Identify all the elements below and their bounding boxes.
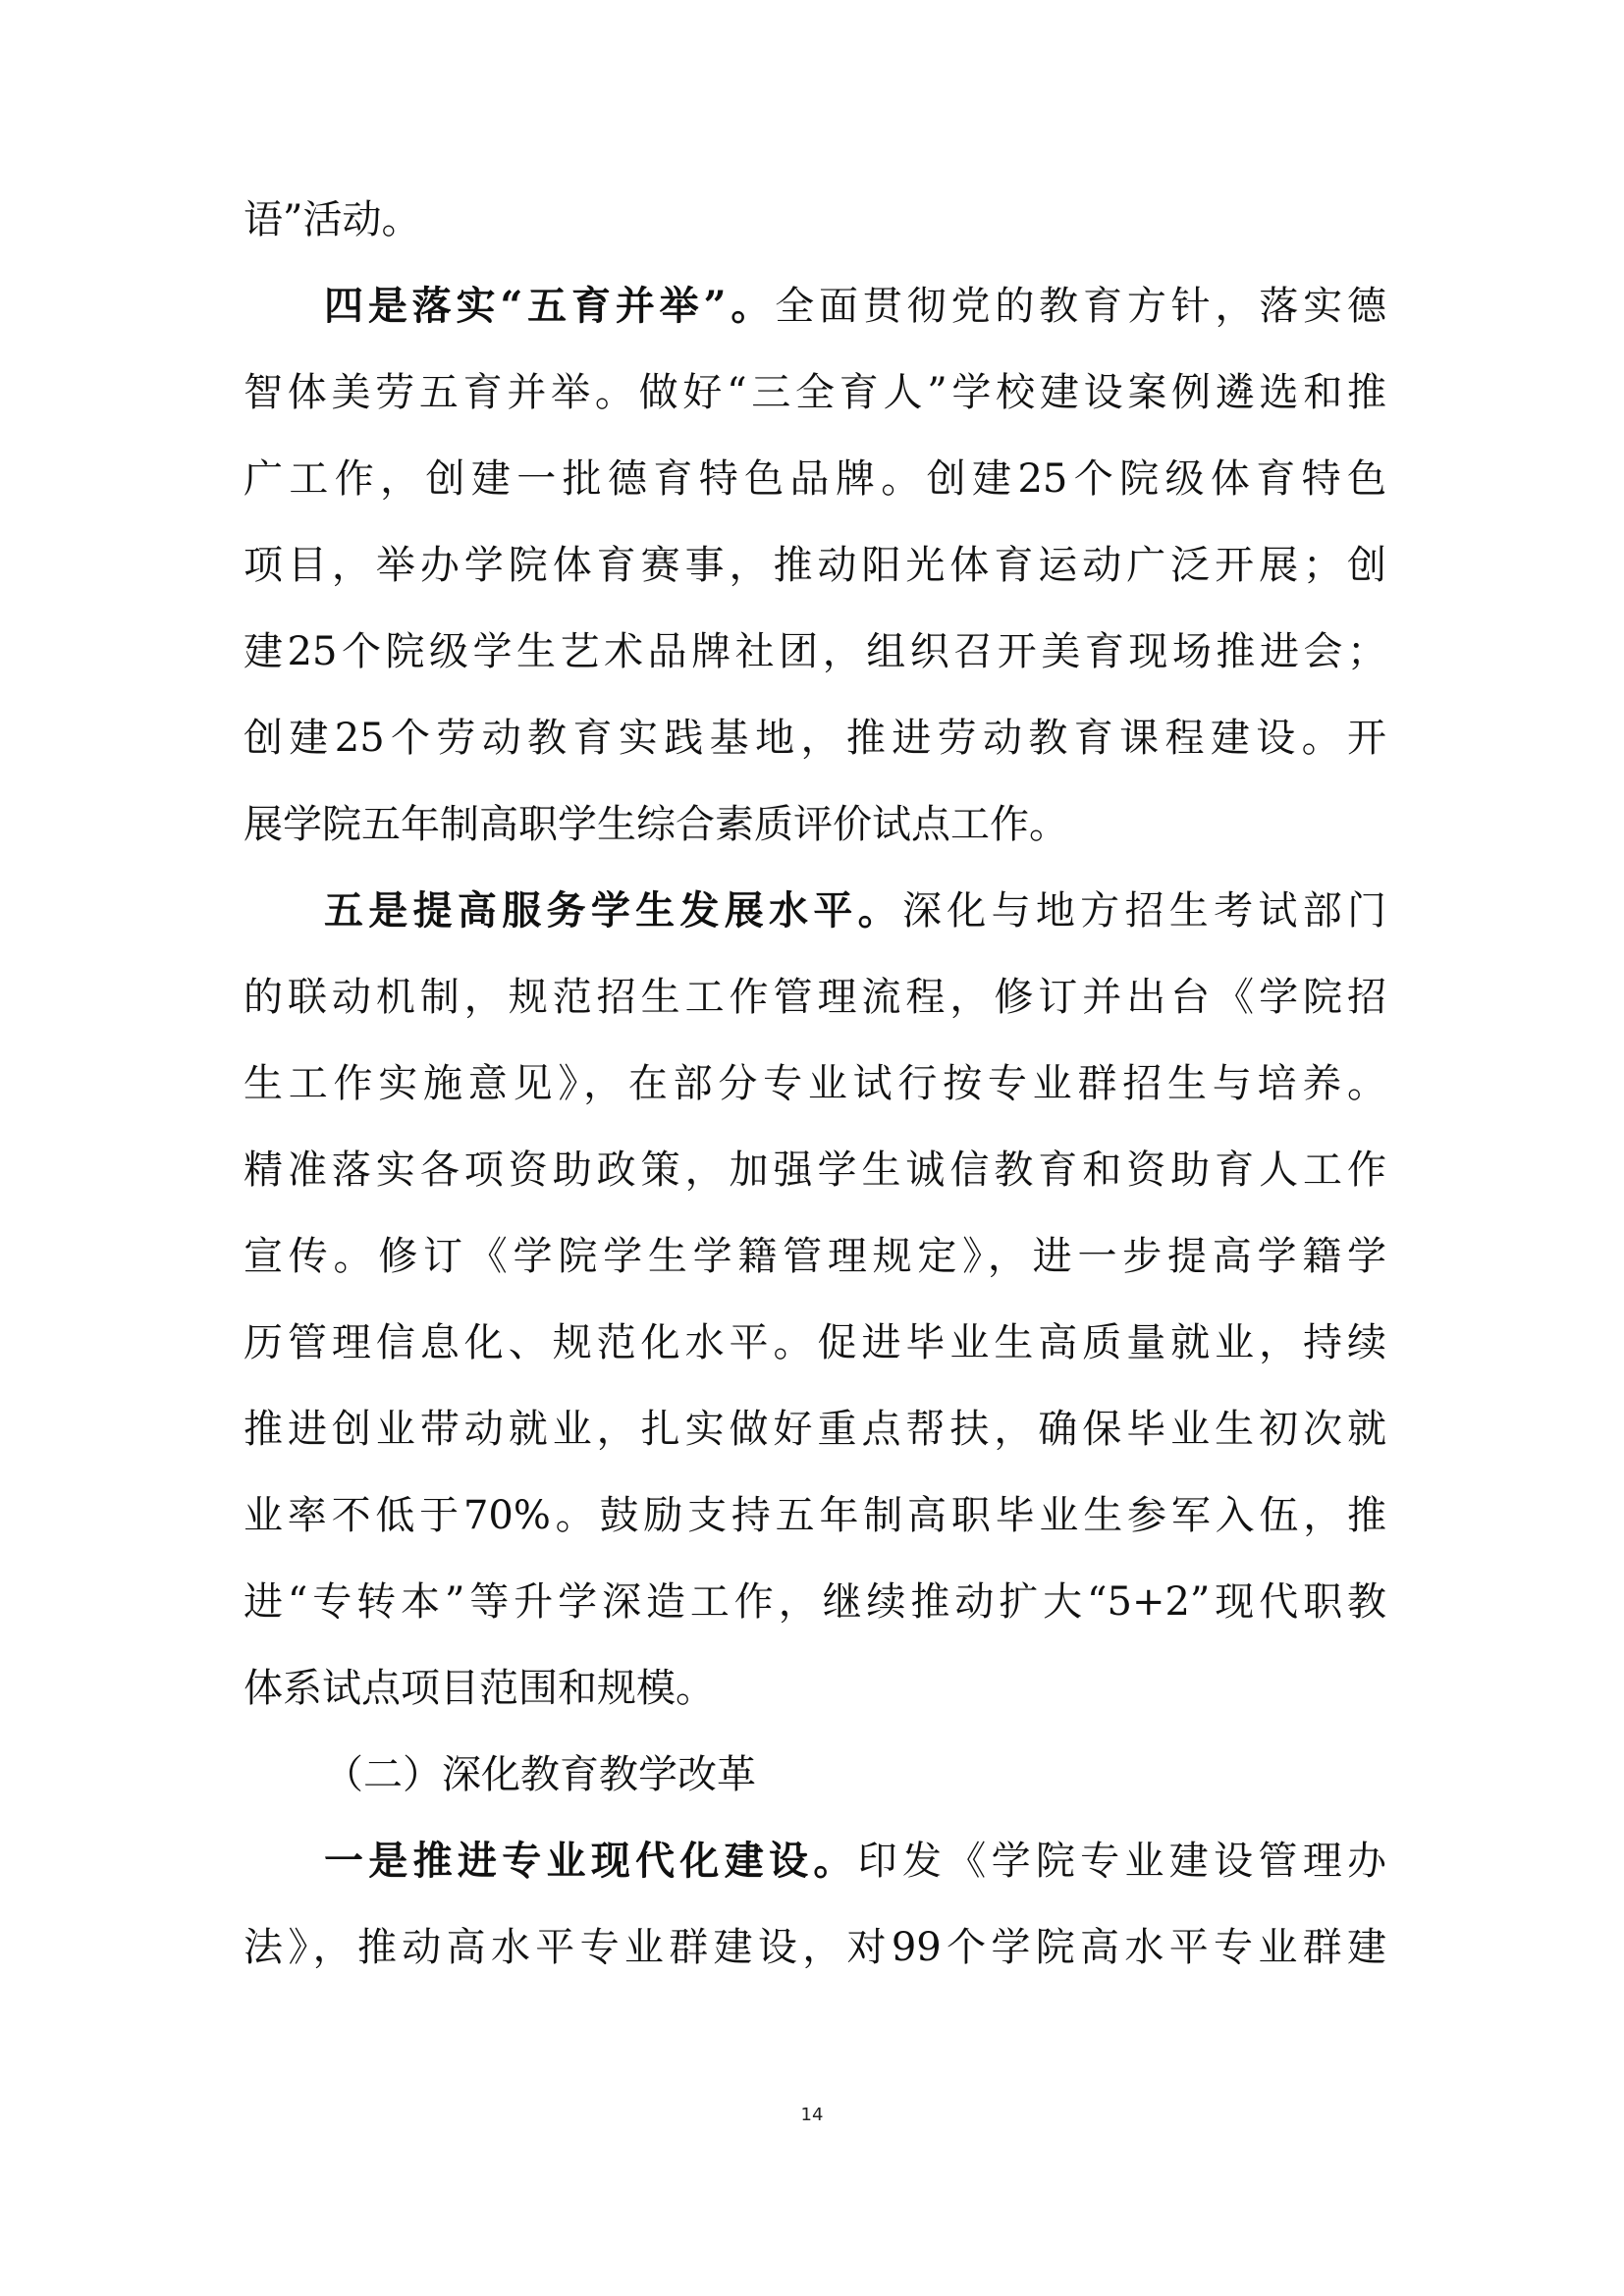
paragraph-line [324,872,1386,950]
paragraph-line [244,1908,1386,1987]
line-text: 印发《学院专业建设管理办 [857,1839,1387,1884]
paragraph-line [244,613,1386,691]
paragraph-line [244,1217,1386,1296]
section-lead-bold: 一是推进专业现代化建设。 [324,1838,858,1884]
line-text: 生工作实施意见》，在部分专业试行按专业群招生与培养。 [244,1061,1386,1106]
paragraph-line [244,785,1386,864]
paragraph-line [244,1649,1386,1728]
paragraph-line [244,181,1386,259]
line-text: 智体美劳五育并举。做好“三全育人”学校建设案例遴选和推 [244,370,1386,415]
line-text: 广工作，创建一批德育特色品牌。创建25个院级体育特色 [244,456,1386,502]
line-text: 建25个院级学生艺术品牌社团，组织召开美育现场推进会； [244,629,1386,674]
paragraph-line [244,1131,1386,1209]
section-lead-bold: 四是落实“五育并举”。 [324,283,776,329]
paragraph-line [244,1044,1386,1123]
line-text: 的联动机制，规范招生工作管理流程，修订并出台《学院招 [244,975,1386,1020]
line-text: 创建25个劳动教育实践基地，推进劳动教育课程建设。开 [244,716,1386,761]
line-text: 历管理信息化、规范化水平。促进毕业生高质量就业，持续 [244,1320,1386,1365]
page-number: 14 [800,2105,824,2125]
paragraph-line [324,267,1386,346]
line-text: 全面贯彻党的教育方针，落实德 [775,284,1387,329]
paragraph-line [244,1563,1386,1641]
line-text: 语”活动。 [244,197,421,242]
line-text: 法》，推动高水平专业群建设，对99个学院高水平专业群建 [244,1925,1386,1970]
line-text: 进“专转本”等升学深造工作，继续推动扩大“5+2”现代职教 [244,1579,1386,1625]
line-text: 深化与地方招生考试部门 [901,888,1387,934]
paragraph-line [244,958,1386,1037]
line-text: 推进创业带动就业，扎实做好重点帮扶，确保毕业生初次就 [244,1407,1386,1452]
section-lead-bold: 五是提高服务学生发展水平。 [324,887,902,934]
line-text: 展学院五年制高职学生综合素质评价试点工作。 [244,802,1068,847]
line-text: 业率不低于70%。鼓励支持五年制高职毕业生参军入伍，推 [244,1493,1386,1538]
paragraph-line [244,526,1386,605]
paragraph-line [244,353,1386,432]
paragraph-line [244,1476,1386,1555]
paragraph-line [244,1390,1386,1468]
section-heading: （二）深化教育教学改革 [324,1752,756,1797]
paragraph-line [244,1304,1386,1382]
line-text: 体系试点项目范围和规模。 [244,1666,715,1711]
paragraph-line [244,440,1386,518]
line-text: 项目，举办学院体育赛事，推动阳光体育运动广泛开展；创 [244,543,1386,588]
paragraph-line [244,699,1386,777]
paragraph-line [324,1822,1386,1900]
line-text: 精准落实各项资助政策，加强学生诚信教育和资助育人工作 [244,1148,1386,1193]
line-text: 宣传。修订《学院学生学籍管理规定》，进一步提高学籍学 [244,1234,1386,1279]
